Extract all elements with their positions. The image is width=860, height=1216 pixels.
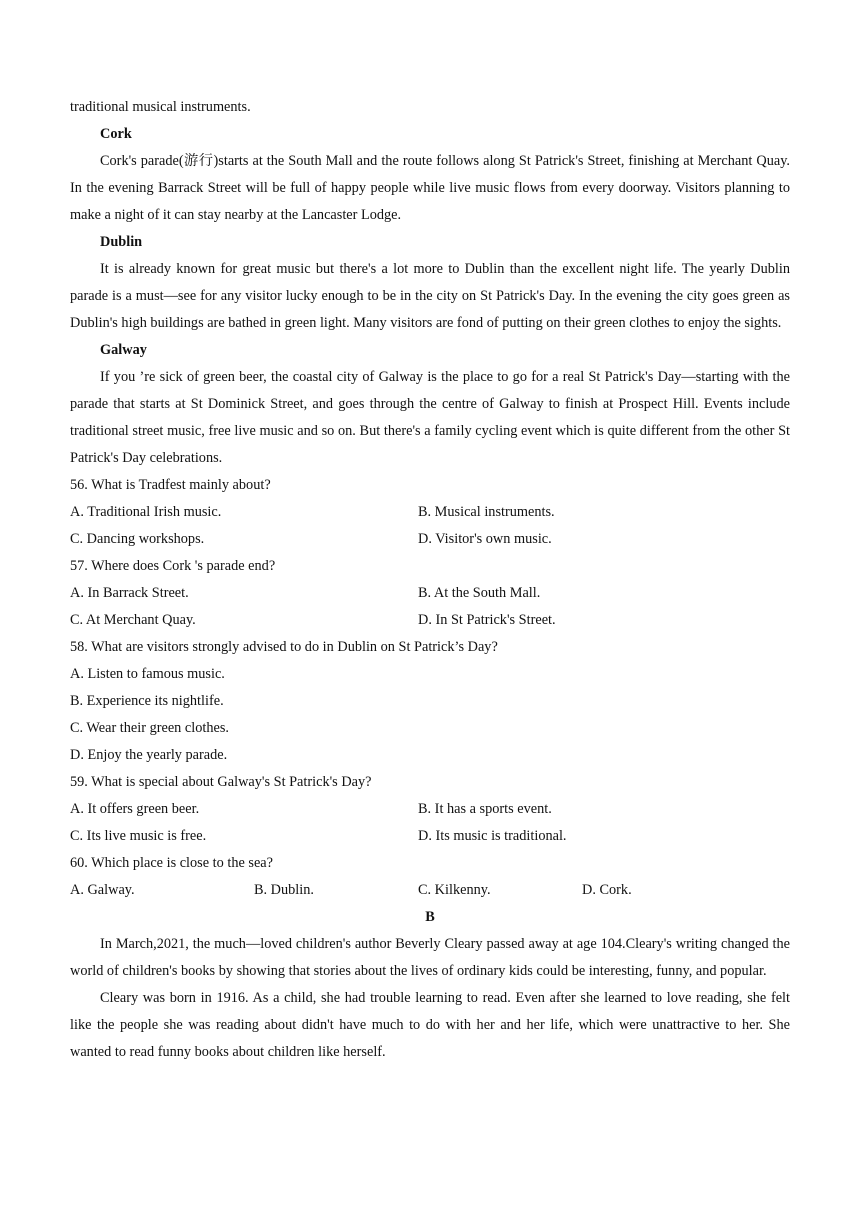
question-58-option-c: C. Wear their green clothes. (70, 720, 229, 736)
question-57-options-row-1 (70, 580, 790, 607)
question-58-option-a: A. Listen to famous music. (70, 666, 225, 682)
galway-paragraph: If you ’re sick of green beer, the coastal city of Galway is the place to go for a real St Patrick's Day—starting with the parade that starts at St Dominick Street, and goes through the centre of Galway to finish at Prospect Hill. Events include traditional street music, free live music and so on. But there's a family cycling event which is quite different from the other St Patrick's Day celebrations. (70, 369, 790, 466)
question-57-option-b: B. At the South Mall. (418, 585, 541, 601)
passage-b-heading: B (425, 909, 435, 925)
question-56-option-d: D. Visitor's own music. (418, 531, 552, 547)
question-59-stem: 59. What is special about Galway's St Patrick's Day? (70, 774, 372, 790)
question-57-option-a: A. In Barrack Street. (70, 585, 189, 601)
question-58-option-b: B. Experience its nightlife. (70, 693, 224, 709)
question-59-option-b: B. It has a sports event. (418, 801, 552, 817)
dublin-paragraph: It is already known for great music but there's a lot more to Dublin than the excellent night life. The yearly Dublin parade is a must—see for any visitor lucky enough to be in the city on St Patrick's Day. In the evening the city goes green as Dublin's high buildings are bathed in green light. Many visitors are fond of putting on their green clothes to enjoy the sights. (70, 261, 790, 331)
question-56-options-row-2 (70, 526, 790, 553)
question-60-option-a: A. Galway. (70, 882, 135, 898)
question-60-option-b: B. Dublin. (254, 882, 314, 898)
cork-heading: Cork (100, 126, 132, 142)
question-59-options-row-1 (70, 796, 790, 823)
question-56-option-c: C. Dancing workshops. (70, 531, 205, 547)
question-57-option-d: D. In St Patrick's Street. (418, 612, 556, 628)
question-60-stem: 60. Which place is close to the sea? (70, 855, 273, 871)
document-page (70, 94, 790, 1066)
question-59-option-d: D. Its music is traditional. (418, 828, 567, 844)
passage-b-paragraph-2: Cleary was born in 1916. As a child, she had trouble learning to read. Even after she learned to love reading, she felt like the people she was reading about didn't have much to do with her and her life, which were unattractive to her. She wanted to read funny books about children like herself. (70, 990, 790, 1060)
dublin-heading: Dublin (100, 234, 143, 250)
question-60-options-row (70, 877, 790, 904)
question-59-option-c: C. Its live music is free. (70, 828, 207, 844)
question-60-option-d: D. Cork. (582, 882, 632, 898)
question-59-options-row-2 (70, 823, 790, 850)
galway-heading: Galway (100, 342, 147, 358)
question-59-option-a: A. It offers green beer. (70, 801, 200, 817)
question-58-option-d: D. Enjoy the yearly parade. (70, 747, 228, 763)
question-56-options-row-1 (70, 499, 790, 526)
question-57-option-c: C. At Merchant Quay. (70, 612, 196, 628)
question-56-option-a: A. Traditional Irish music. (70, 504, 222, 520)
question-56-option-b: B. Musical instruments. (418, 504, 555, 520)
cork-paragraph: Cork's parade(游行)starts at the South Mall and the route follows along St Patrick's Street, finishing at Merchant Quay. In the evening Barrack Street will be full of happy people while live music flows from every doorway. Visitors planning to make a night of it can stay nearby at the Lancaster Lodge. (70, 153, 790, 223)
question-58-stem: 58. What are visitors strongly advised to do in Dublin on St Patrick’s Day? (70, 639, 498, 655)
question-56-stem: 56. What is Tradfest mainly about? (70, 477, 271, 493)
passage-b-paragraph-1: In March,2021, the much—loved children's author Beverly Cleary passed away at age 104.Cleary's writing changed the world of children's books by showing that stories about the lives of ordinary kids could be interesting, funny, and popular. (70, 936, 790, 979)
question-57-options-row-2 (70, 607, 790, 634)
intro-tail: traditional musical instruments. (70, 99, 251, 115)
question-60-option-c: C. Kilkenny. (418, 882, 491, 898)
question-57-stem: 57. Where does Cork 's parade end? (70, 558, 276, 574)
